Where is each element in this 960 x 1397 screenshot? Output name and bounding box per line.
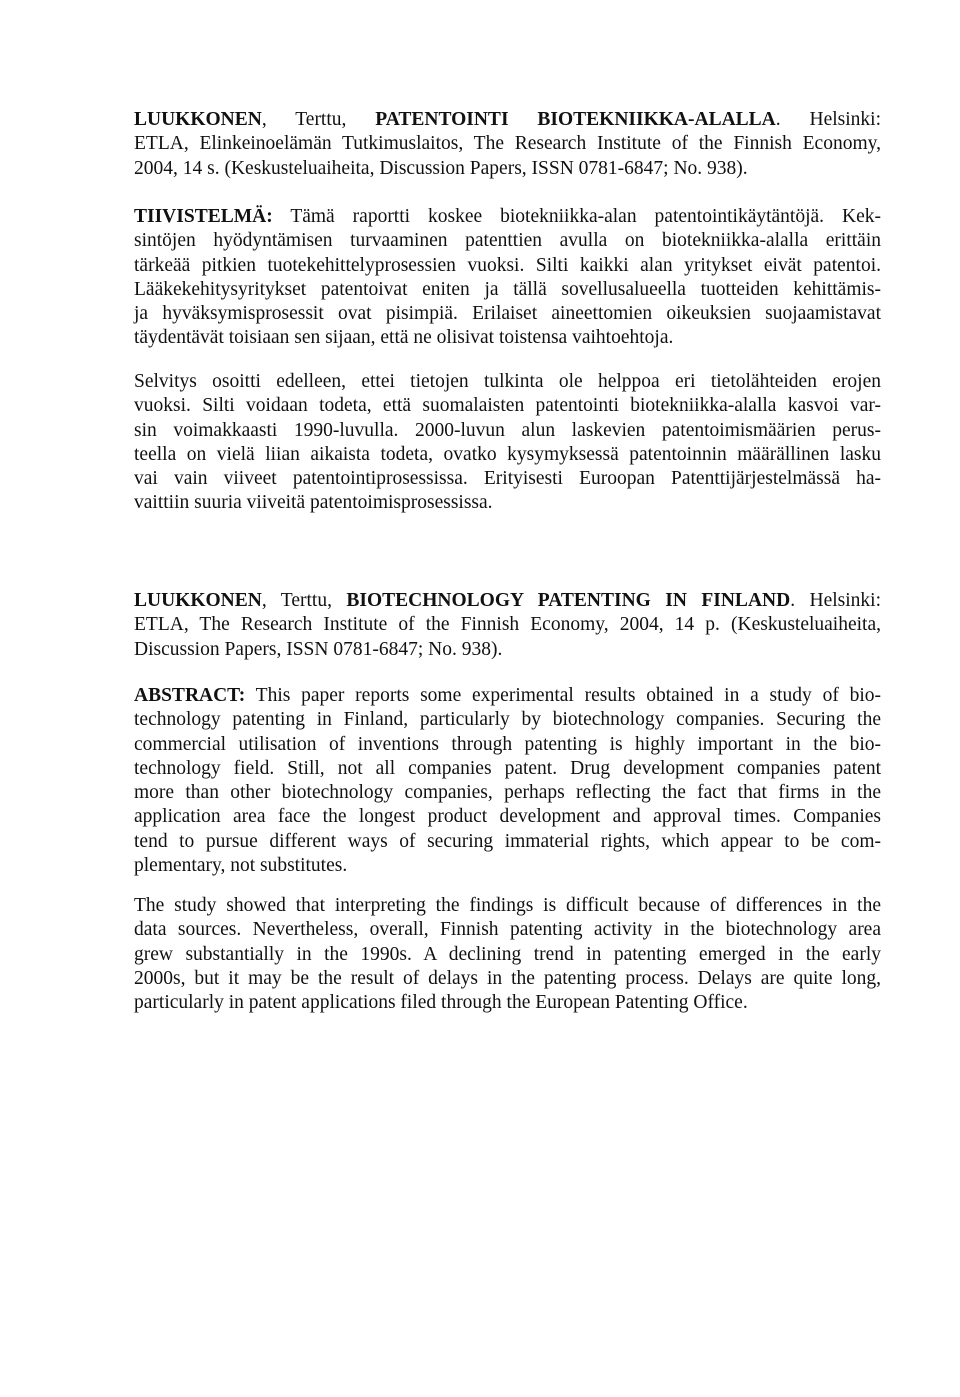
finnish-abstract-line: täydentävät toisiaan sen sijaan, että ne olisivat toistensa vaihtoehtoja. [134, 327, 674, 349]
finnish-abstract-line: Lääkekehitysyritykset patentoivat eniten ja tällä sovellusalueella tuotteiden kehittämis- [134, 278, 881, 300]
english-abstract-line [134, 684, 881, 708]
english-abstract-label: ABSTRACT: [134, 685, 246, 706]
english-abstract-line: application area face the longest product development and approval times. Companies [134, 806, 881, 828]
finnish-publisher-start: . Helsinki: [775, 109, 881, 130]
english-abstract-line: particularly in patent applications filed through the European Patenting Office. [134, 992, 748, 1014]
finnish-abstract-line [134, 205, 881, 229]
english-abstract-line: commercial utilisation of inventions through patenting is highly important in the bio- [134, 733, 881, 755]
english-abstract-line: 2000s, but it may be the result of delays in the patenting process. Delays are quite long, [134, 967, 881, 989]
english-publisher-start: . Helsinki: [790, 590, 881, 611]
finnish-abstract-line: vaittiin suuria viiveitä patentoimisprosessissa. [134, 492, 493, 514]
finnish-title: PATENTOINTI BIOTEKNIIKKA-ALALLA [375, 109, 776, 130]
english-abstract-line: plementary, not substitutes. [134, 855, 348, 877]
english-author-given-name: , Terttu, [261, 590, 347, 611]
english-abstract-line: more than other biotechnology companies, perhaps reflecting the fact that firms in the [134, 782, 881, 804]
finnish-abstract-label: TIIVISTELMÄ: [134, 206, 273, 227]
english-abstract-text: This paper reports some experimental results obtained in a study of bio- [245, 685, 881, 706]
english-abstract-line: technology patenting in Finland, particularly by biotechnology companies. Securing the [134, 709, 881, 731]
english-reference-line-3: Discussion Papers, ISSN 0781-6847; No. 938). [134, 638, 503, 660]
english-title: BIOTECHNOLOGY PATENTING IN FINLAND [346, 590, 791, 611]
finnish-reference [134, 108, 881, 181]
finnish-abstract-line: vuoksi. Silti voidaan todeta, että suomalaisten patentointi biotekniikka-alalla kasvoi var- [134, 395, 881, 417]
english-reference-line-2: ETLA, The Research Institute of the Finnish Economy, 2004, 14 p. (Keskusteluaiheita, [134, 614, 881, 636]
finnish-abstract-line: vai vain viiveet patentointiprosessissa. Erityisesti Euroopan Patenttijärjestelmässä ha- [134, 468, 881, 490]
finnish-abstract-paragraph-2 [134, 370, 881, 516]
finnish-abstract-text: Tämä raportti koskee biotekniikka-alan patentointikäytäntöjä. Kek- [272, 206, 881, 227]
english-abstract-line: tend to pursue different ways of securing immaterial rights, which appear to be com- [134, 830, 881, 852]
english-abstract-line: The study showed that interpreting the findings is difficult because of differences in the [134, 895, 881, 916]
english-abstract-line: data sources. Nevertheless, overall, Finnish patenting activity in the biotechnology area [134, 919, 881, 941]
finnish-abstract-line: Selvitys osoitti edelleen, ettei tietojen tulkinta ole helppoa eri tietolähteiden erojen [134, 371, 881, 392]
english-author: LUUKKONEN [134, 590, 262, 611]
english-abstract-paragraph-1 [134, 684, 881, 878]
english-abstract-line: grew substantially in the 1990s. A declining trend in patenting emerged in the early [134, 943, 881, 965]
finnish-reference-line-1 [134, 108, 881, 132]
finnish-abstract-line: teella on vielä liian aikaista todeta, ovatko kysymyksessä patentoinnin määrällinen lasku [134, 443, 881, 465]
finnish-reference-line-3: 2004, 14 s. (Keskusteluaiheita, Discussion Papers, ISSN 0781-6847; No. 938). [134, 157, 748, 179]
finnish-author-given-name: , Terttu, [261, 109, 376, 130]
english-abstract-line: technology field. Still, not all companies patent. Drug development companies patent [134, 757, 881, 779]
finnish-abstract-line: sin voimakkaasti 1990-luvulla. 2000-luvun alun laskevien patentoimismäärien perus- [134, 419, 881, 441]
english-reference-line-1 [134, 589, 881, 613]
finnish-abstract-paragraph-1 [134, 205, 881, 351]
finnish-abstract-line: sintöjen hyödyntämisen turvaaminen patenttien avulla on biotekniikka-alalla erittäin [134, 230, 881, 252]
finnish-reference-line-2: ETLA, Elinkeinoelämän Tutkimuslaitos, The Research Institute of the Finnish Economy, [134, 133, 881, 155]
english-reference [134, 589, 881, 662]
finnish-abstract-line: ja hyväksymisprosessit ovat pisimpiä. Erilaiset aineettomien oikeuksien suojaamistavat [134, 303, 881, 325]
finnish-abstract-line: tärkeää pitkien tuotekehittelyprosessien vuoksi. Silti kaikki alan yritykset eivät patentoi. [134, 254, 881, 276]
english-abstract-paragraph-2 [134, 894, 881, 1015]
finnish-author: LUUKKONEN [134, 109, 262, 130]
